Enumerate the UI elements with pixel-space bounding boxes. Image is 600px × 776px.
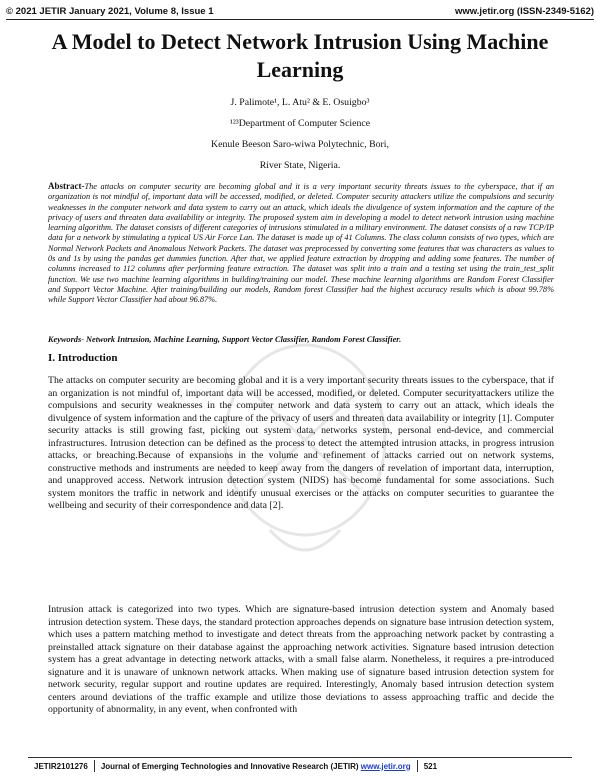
department: ¹²³Department of Computer Science bbox=[229, 118, 371, 129]
abstract bbox=[48, 181, 554, 306]
footer-journal bbox=[95, 762, 417, 771]
footer-url-link[interactable]: www.jetir.org bbox=[360, 761, 411, 771]
footer-divider bbox=[28, 757, 572, 758]
section-heading: I. Introduction bbox=[48, 352, 118, 364]
university: Kenule Beeson Saro-wiwa Polytechnic, Bori, bbox=[211, 139, 389, 150]
intro-paragraph-2: Intrusion attack is categorized into two types. Which are signature-based intrusion detection system and Anomaly based intrusion detection system. These days, the standard protection approaches depends on signature base intrusion detection system, which uses a pattern matching method to investigate and detect threats from the approaching network packet by contrasting a preinstalled attack signature on their database against the approaching network activities. Signature based intrusion detection system has a great advantage in detecting network attacks, with a small false alarm. Nonetheless, it requires a pre-introduced signature and it is unaware of unknown network attacks. When making use of signature based intrusion detection system for network security, regular support and routine updates are required. Interestingly, Anomaly based intrusion detection system centers around deviations of the traffic example and utilize those deviations to assess approaching traffic and decide the opportunity of abnormality, in any event, when confronted with bbox=[48, 604, 554, 715]
abstract-text: The attacks on computer security are becoming global and it is a very important security threats issues to the cyberspace, that if an organization is not mindful of, important data will be accessed, modified, or deleted. Computer security attackers utilize the compulsions and security weaknesses in the computer network and data system to carry out an attack, which ideals the divulgence of system information and the capture of the privacy of users and threaten data availability or integrity. The proposed system aim in developing a model to detect network intrusion using machine learning algorithm. The dataset consists of different categories of intrusions stimulated in a military environment. The dataset consists of a raw TCP/IP data for a network by stimulating a typical US Air Force Lan. The dataset is made up of 41 Columns. The class column consists of two types, which are Normal Network Packets and Anomalous Network Packets. The dataset was preprocessed by converting some features that was characters as values to 0s and 1s by using the pandas get dummies function. After that, we applied feature extraction by dropping and adding some features. The number of columns increased to 112 columns after performing feature extraction. The dataset was split into a train and a testing set using the train_test_split function. We use two machine learning algorithms in building/training our model. These machine learning algorithms are Random Forest Classifier and Support Vector Machine. After training/building our models, Random forest Classifier had the highest accuracy results which is about 99.78% while Support Vector Classifier had about 96.87%. bbox=[48, 182, 554, 305]
paper-title: A Model to Detect Network Intrusion Using Machine Learning bbox=[51, 29, 549, 82]
running-header bbox=[6, 4, 594, 18]
abstract-label: Abstract- bbox=[48, 181, 85, 191]
footer-page-number: 521 bbox=[423, 761, 438, 771]
header-right: www.jetir.org (ISSN-2349-5162) bbox=[454, 5, 594, 17]
header-divider bbox=[6, 19, 594, 20]
jetir-watermark-icon bbox=[210, 330, 400, 580]
intro-paragraph-1: The attacks on computer security are becoming global and it is a very important security threats issues to the cyberspace, that if an organization is not mindful of, important data will be accessed, modified, or deleted. Computer securityattackers utilize the compulsions and security weaknesses in the computer network and data system to carry out an attack, which ideals the divulgence of system information and the capture of the privacy of users and threaten data availability or integrity [1]. Computer security attacks is still growing fast, picking out system data, networks system, personal end-device, and commercial infrastructures. Intrusion detection can be defined as the process to detect the attempted intrusion attacks, in progress intrusion attacks, or breaching.Because of expansions in the volume and refinement of attacks carried out on network systems, constructive methods and instruments are needed to keep away from the dangers of revelation of important data, interruption, and unapproved access. Network intrusion detection system (NIDS) has become fundamental for some associations. Such system monitors the traffic in network and identify unusual exercises or the attacks on computer securities to guarantee the wellbeing and security of their correspondence and data [2]. bbox=[48, 375, 554, 511]
footer-journal-name: Journal of Emerging Technologies and Innovative Research (JETIR) bbox=[100, 761, 359, 771]
footer-code: JETIR2101276 bbox=[34, 761, 88, 771]
location: River State, Nigeria. bbox=[259, 160, 341, 171]
header-left: © 2021 JETIR January 2021, Volume 8, Issue 1 bbox=[6, 5, 214, 17]
keywords: Keywords- Network Intrusion, Machine Learning, Support Vector Classifier, Random Forest Classifier. bbox=[48, 335, 402, 344]
authors: J. Palimote¹, L. Atu² & E. Osuigbo³ bbox=[230, 97, 370, 108]
footer bbox=[28, 759, 572, 773]
